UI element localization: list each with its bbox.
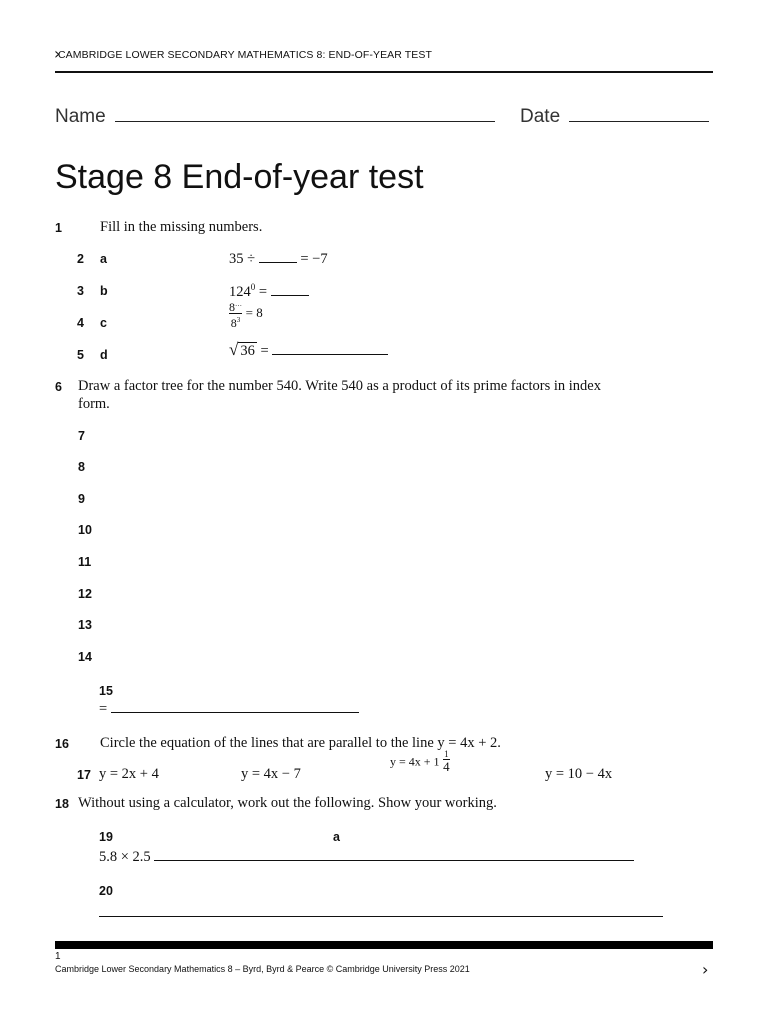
answer-line-540: = bbox=[99, 700, 359, 718]
option-3[interactable]: y = 4x + 1 $\frac{1}{4}$ bbox=[390, 749, 450, 774]
date-field[interactable] bbox=[520, 104, 709, 128]
running-header: CAMBRIDGE LOWER SECONDARY MATHEMATICS 8: END-OF-YEAR TEST bbox=[58, 49, 433, 61]
line-number: 12 bbox=[78, 587, 92, 601]
line-number: 17 bbox=[77, 768, 91, 782]
line-number: 10 bbox=[78, 523, 92, 537]
equation-1c: $\frac{8^\dots}{8^3}$ = 8 bbox=[229, 300, 263, 330]
line-number: 3 bbox=[77, 284, 84, 298]
answer-blank[interactable] bbox=[259, 250, 297, 263]
line-number: 20 bbox=[99, 884, 113, 898]
working-line[interactable] bbox=[99, 904, 663, 917]
working-line-a: 5.8 × 2.5 bbox=[99, 848, 634, 866]
line-number: 7 bbox=[78, 429, 85, 443]
date-label: Date bbox=[520, 106, 561, 127]
option-2[interactable]: y = 4x − 7 bbox=[241, 766, 301, 782]
line-number: 5 bbox=[77, 348, 84, 362]
part-letter: a bbox=[100, 252, 107, 266]
footer-rule bbox=[55, 941, 713, 949]
line-number: 15 bbox=[99, 684, 113, 698]
header-corner-glyph: › bbox=[54, 44, 61, 63]
equation-1d: √ 36 = bbox=[229, 340, 388, 360]
sqrt-icon: √ bbox=[229, 340, 239, 359]
footer-corner-glyph: › bbox=[702, 960, 709, 979]
line-number: 14 bbox=[78, 650, 92, 664]
question-text: Circle the equation of the lines that are parallel to the line y = 4x + 2. bbox=[100, 735, 501, 751]
equation-1a: 35 ÷ = −7 bbox=[229, 251, 328, 267]
part-letter: a bbox=[333, 830, 340, 844]
equation-1b: $124^0$ = bbox=[229, 282, 309, 301]
name-field[interactable] bbox=[55, 104, 495, 128]
line-number: 13 bbox=[78, 618, 92, 632]
answer-blank[interactable] bbox=[272, 342, 388, 355]
line-number: 11 bbox=[78, 555, 92, 569]
name-label: Name bbox=[55, 106, 106, 127]
fraction: $\frac{8^\dots}{8^3}$ bbox=[229, 300, 242, 330]
line-number: 9 bbox=[78, 492, 85, 506]
question-text-line-1: Draw a factor tree for the number 540. Write 540 as a product of its prime factors in index bbox=[78, 378, 601, 394]
part-letter: c bbox=[100, 316, 107, 330]
part-letter: b bbox=[100, 284, 108, 298]
name-blank[interactable] bbox=[115, 104, 495, 122]
answer-blank[interactable] bbox=[271, 283, 309, 296]
date-blank[interactable] bbox=[569, 104, 709, 122]
page-title: Stage 8 End-of-year test bbox=[55, 158, 424, 196]
line-number: 4 bbox=[77, 316, 84, 330]
question-text: Without using a calculator, work out the following. Show your working. bbox=[78, 795, 497, 811]
option-4[interactable]: y = 10 − 4x bbox=[545, 766, 613, 782]
fraction: $\frac{1}{4}$ bbox=[443, 749, 450, 774]
question-number: 1 bbox=[55, 221, 62, 235]
page-number: 1 bbox=[55, 951, 61, 962]
question-number: 16 bbox=[55, 737, 69, 751]
question-text-line-2: form. bbox=[78, 396, 110, 412]
option-1[interactable]: y = 2x + 4 bbox=[99, 766, 159, 782]
line-number: 19 bbox=[99, 830, 113, 844]
question-number: 18 bbox=[55, 797, 69, 811]
header-rule bbox=[55, 71, 713, 73]
line-number: 2 bbox=[77, 252, 84, 266]
part-letter: d bbox=[100, 348, 108, 362]
question-number: 6 bbox=[55, 380, 62, 394]
answer-blank[interactable] bbox=[111, 700, 359, 713]
footer-text: Cambridge Lower Secondary Mathematics 8 – Byrd, Byrd & Pearce © Cambridge University Press 2021 bbox=[55, 964, 470, 974]
line-number: 8 bbox=[78, 460, 85, 474]
question-text: Fill in the missing numbers. bbox=[100, 219, 263, 235]
answer-blank[interactable] bbox=[154, 848, 634, 861]
